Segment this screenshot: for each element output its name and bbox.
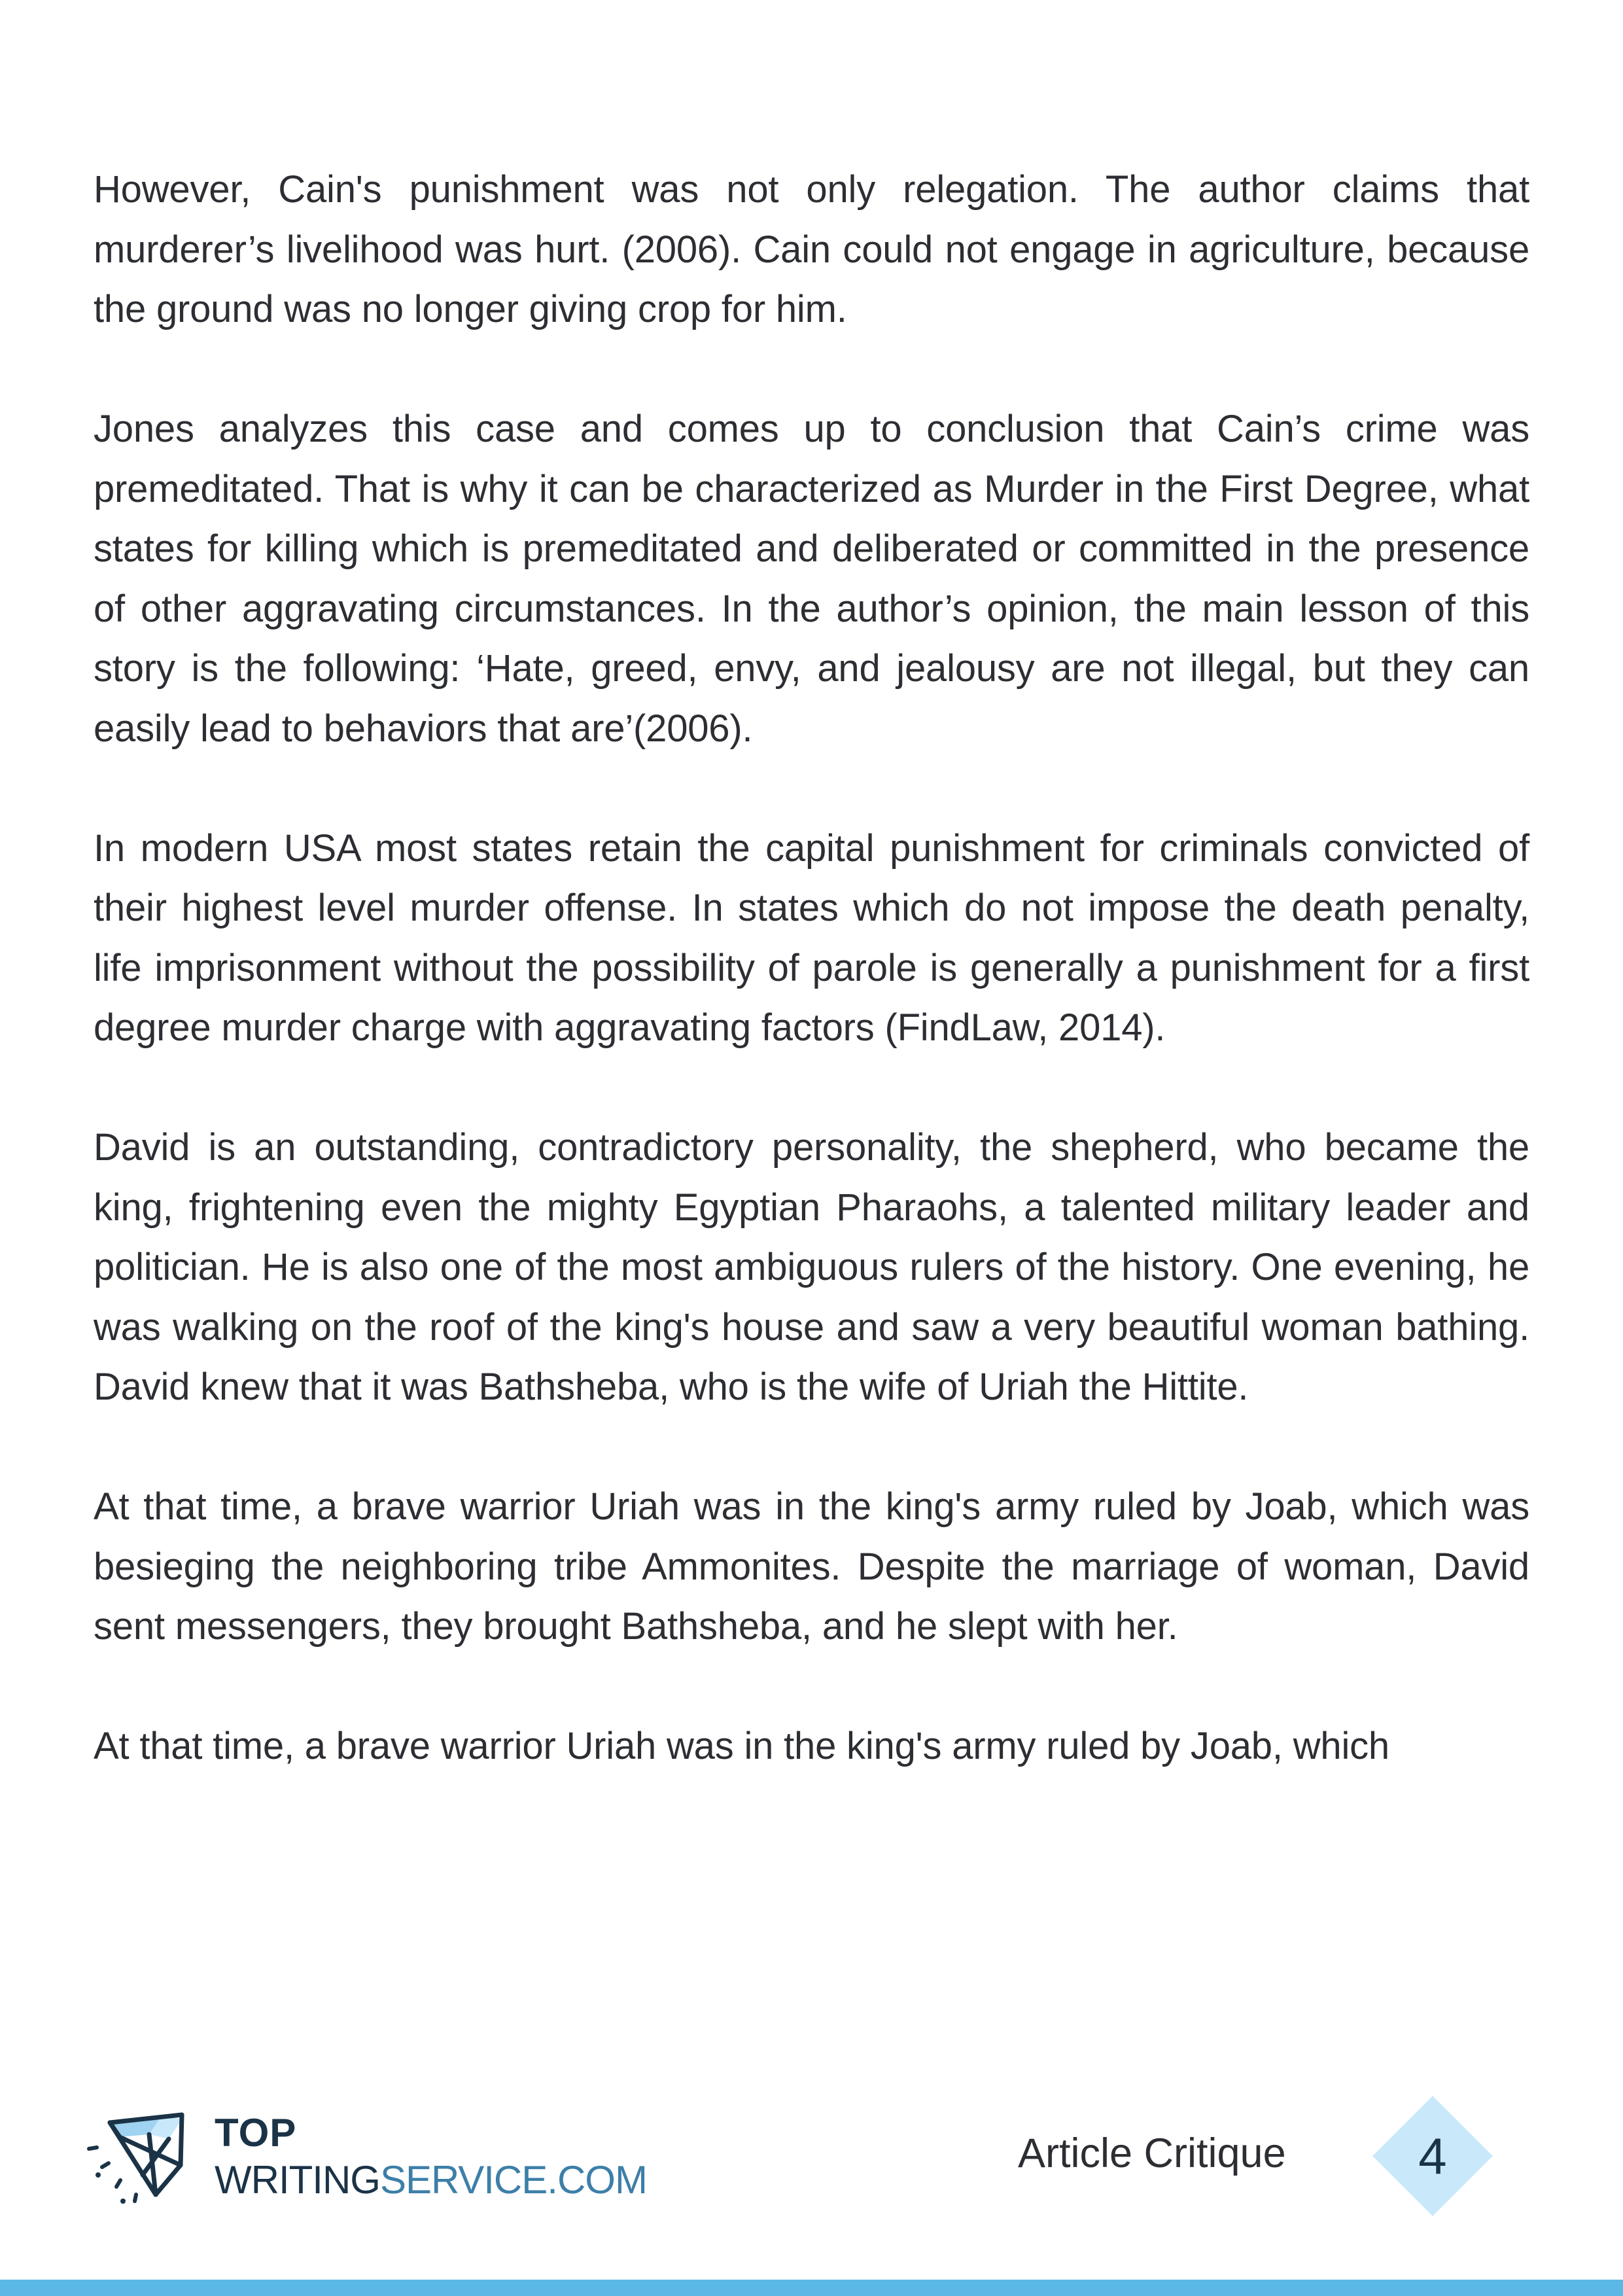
bottom-accent-bar	[0, 2280, 1623, 2296]
logo-wordmark-light: SERVICE.COM	[379, 2158, 647, 2202]
diamond-logo-icon	[84, 2103, 195, 2208]
brand-logo	[84, 2100, 659, 2218]
page-number: 4	[1418, 2127, 1447, 2185]
document-type-label: Article Critique	[1018, 2130, 1286, 2176]
paragraph: Jones analyzes this case and comes up to conclusion that Cain’s crime was premeditated. That is why it can be characterized as Murder in the First Degree, what states for killing which is premeditated and deliberated or committed in the presence of other aggravating circumstances. In the author’s opinion, the main lesson of this story is the following: ‘Hate, greed, envy, and jealousy are not illegal, but they can easily lead to behaviors that are’(2006).	[94, 408, 1529, 750]
logo-wordmark-top: TOP	[215, 2111, 297, 2155]
page-number-badge	[1367, 2091, 1498, 2221]
paragraph-continued: At that time, a brave warrior Uriah was in the king's army ruled by Joab, which	[94, 1725, 1389, 1767]
paragraph: At that time, a brave warrior Uriah was in the king's army ruled by Joab, which was besieging the neighboring tribe Ammonites. Despite the marriage of woman, David sent messengers, they brought Bathsheba, and he slept with her.	[94, 1485, 1529, 1648]
logo-wordmark-bold: WRITING	[215, 2158, 380, 2202]
document-body	[94, 160, 1529, 1776]
logo-wordmark-bottom	[215, 2158, 647, 2202]
paragraph: David is an outstanding, contradictory personality, the shepherd, who became the king, frightening even the mighty Egyptian Pharaohs, a talented military leader and politician. He is also one of the most ambiguous rulers of the history. One evening, he was walking on the roof of the king's house and saw a very beautiful woman bathing. David knew that it was Bathsheba, who is the wife of Uriah the Hittite.	[94, 1126, 1529, 1408]
paragraph: In modern USA most states retain the capital punishment for criminals convicted of their highest level murder offense. In states which do not impose the death penalty, life imprisonment without the possibility of parole is generally a punishment for a first degree murder charge with aggravating factors (FindLaw, 2014).	[94, 826, 1529, 1049]
page-footer	[0, 2081, 1623, 2225]
paragraph: However, Cain's punishment was not only relegation. The author claims that murderer’s livelihood was hurt. (2006). Cain could not engage in agriculture, because the ground was no longer giving crop for him.	[94, 168, 1529, 330]
